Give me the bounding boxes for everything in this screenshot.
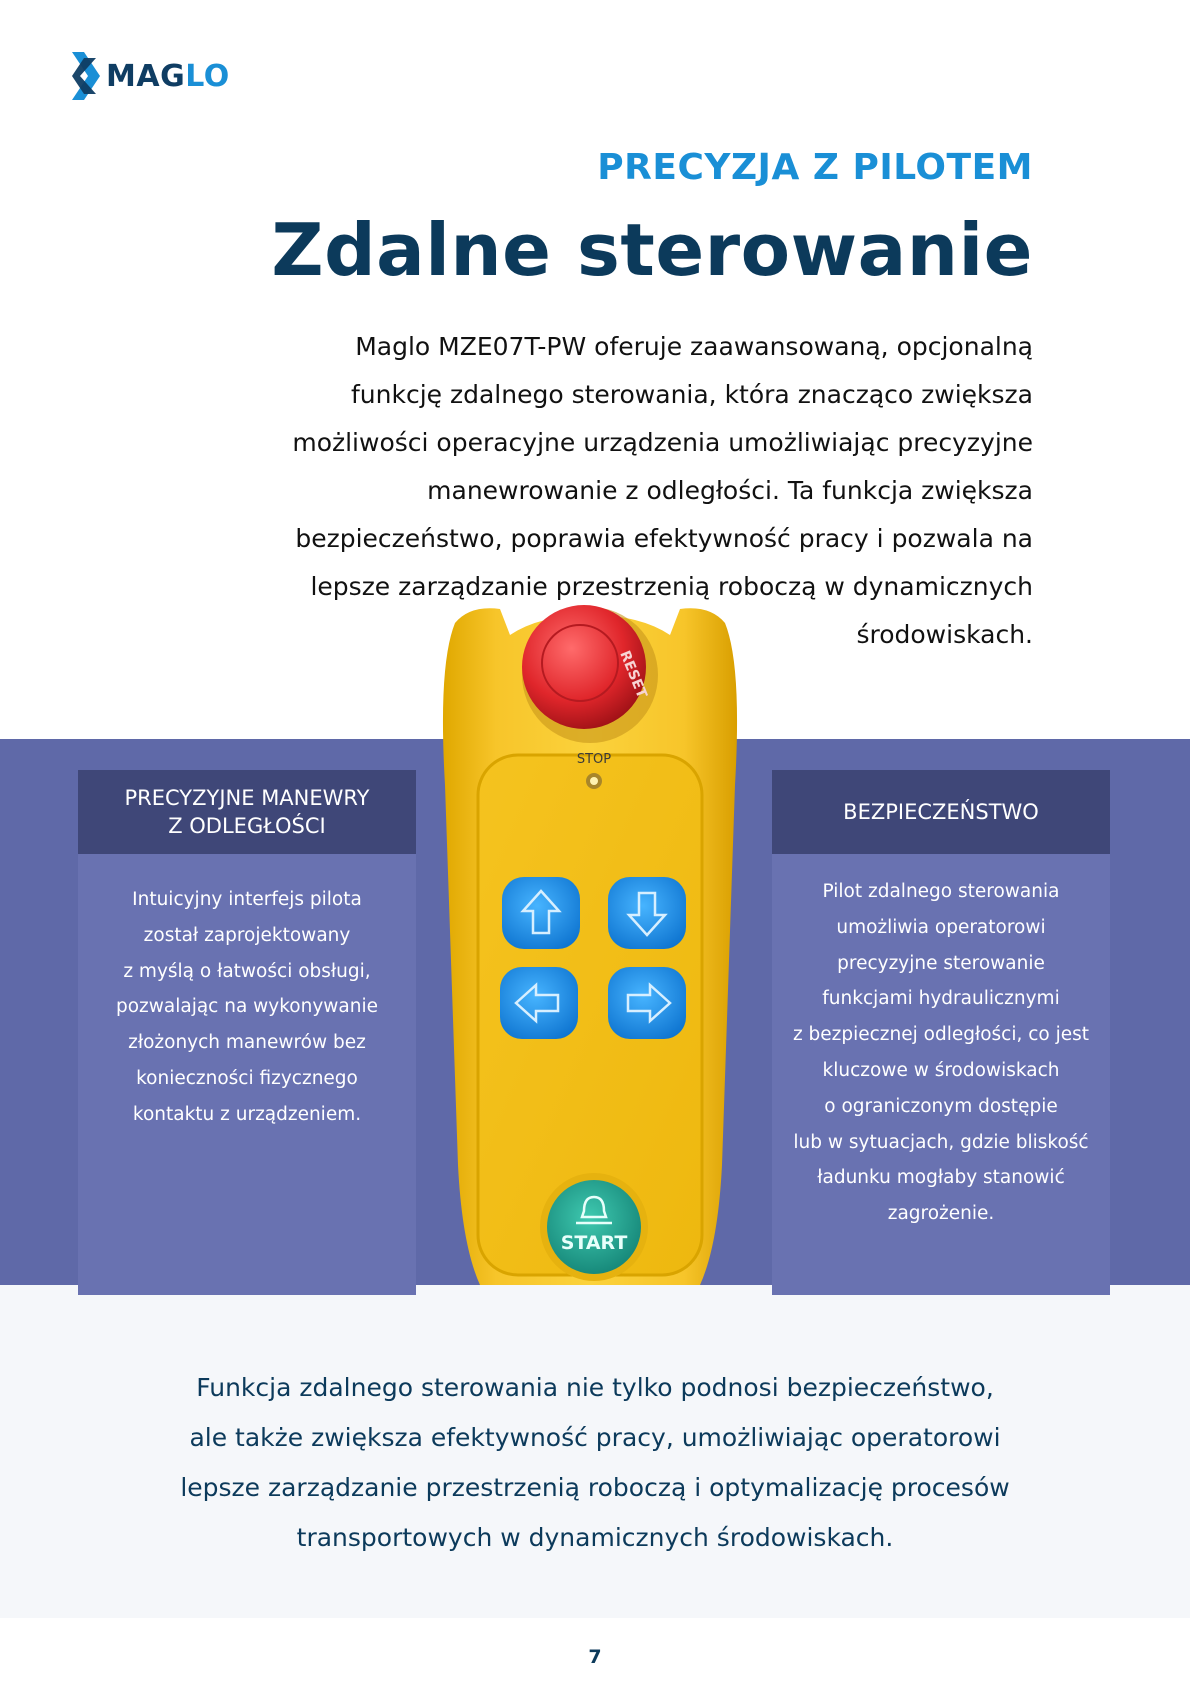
feature-card-text xyxy=(78,854,416,1133)
body-line: kluczowe w środowiskach xyxy=(822,1059,1060,1081)
intro-line: manewrowanie z odległości. Ta funkcja zwiększa xyxy=(427,476,1033,505)
feature-card-heading xyxy=(78,770,416,854)
body-line: Pilot zdalnego sterowania xyxy=(822,881,1060,902)
summary-paragraph xyxy=(120,1363,1070,1563)
summary-line: lepsze zarządzanie przestrzenią roboczą i optymalizację procesów xyxy=(180,1473,1010,1502)
page-number: 7 xyxy=(588,1646,602,1668)
start-button xyxy=(547,1180,641,1274)
section-kicker: PRECYZJA Z PILOTEM xyxy=(597,147,1033,188)
up-button xyxy=(502,877,580,949)
brand-name-dark: MAG xyxy=(106,58,186,94)
right-button xyxy=(608,967,686,1039)
body-line: pozwalając na wykonywanie xyxy=(115,996,379,1018)
body-line: zagrożenie. xyxy=(887,1203,995,1225)
intro-line: Maglo MZE07T-PW oferuje zaawansowaną, opcjonalną xyxy=(355,332,1033,361)
body-line: ładunku mogłaby stanowić xyxy=(817,1167,1065,1189)
maglo-logo-icon xyxy=(70,50,104,102)
heading-line: BEZPIECZEŃSTWO xyxy=(843,800,1039,824)
body-line: z myślą o łatwości obsługi, xyxy=(123,960,371,982)
body-line: został zaprojektowany xyxy=(143,924,351,946)
summary-line: transportowych w dynamicznych środowiskach. xyxy=(296,1523,894,1552)
feature-card-precision xyxy=(78,770,416,1295)
feature-card-heading xyxy=(772,770,1110,854)
page-title: Zdalne sterowanie xyxy=(271,208,1033,292)
body-line: Intuicyjny interfejs pilota xyxy=(132,889,362,910)
intro-line: możliwości operacyjne urządzenia umożliwiając precyzyjne xyxy=(292,428,1033,457)
body-line: precyzyjne sterowanie xyxy=(837,952,1045,974)
brand-name-light: LO xyxy=(185,58,230,94)
body-line: złożonych manewrów bez xyxy=(128,1032,366,1054)
body-line: funkcjami hydraulicznymi xyxy=(822,988,1060,1010)
brand-wordmark xyxy=(106,59,230,94)
summary-line: ale także zwiększa efektywność pracy, umożliwiając operatorowi xyxy=(189,1423,1001,1452)
feature-card-safety xyxy=(772,770,1110,1295)
body-line: lub w sytuacjach, gdzie bliskość xyxy=(793,1131,1089,1153)
body-line: o ograniczonym dostępie xyxy=(824,1095,1058,1117)
body-line: z bezpiecznej odległości, co jest xyxy=(792,1024,1090,1046)
body-line: kontaktu z urządzeniem. xyxy=(132,1103,362,1125)
brand-logo xyxy=(70,50,230,102)
heading-line: Z ODLEGŁOŚCI xyxy=(168,814,326,838)
emergency-reset-label: RESET xyxy=(616,648,650,701)
intro-line: środowiskach. xyxy=(856,620,1033,649)
down-button xyxy=(608,877,686,949)
remote-control-illustration xyxy=(430,605,750,1285)
heading-line: PRECYZYJNE MANEWRY xyxy=(124,786,370,810)
body-line: konieczności fizycznego xyxy=(136,1067,358,1089)
start-label: START xyxy=(560,1232,628,1254)
intro-line: funkcję zdalnego sterowania, która znacząco zwiększa xyxy=(350,380,1033,409)
intro-line: bezpieczeństwo, poprawia efektywność pracy i pozwala na xyxy=(295,524,1033,553)
body-line: umożliwia operatorowi xyxy=(836,916,1046,938)
intro-line: lepsze zarządzanie przestrzenią roboczą w dynamicznych xyxy=(310,572,1033,601)
left-button xyxy=(500,967,578,1039)
summary-line: Funkcja zdalnego sterowania nie tylko podnosi bezpieczeństwo, xyxy=(196,1373,994,1402)
feature-card-text xyxy=(772,854,1110,1232)
stop-label: STOP xyxy=(576,752,612,767)
